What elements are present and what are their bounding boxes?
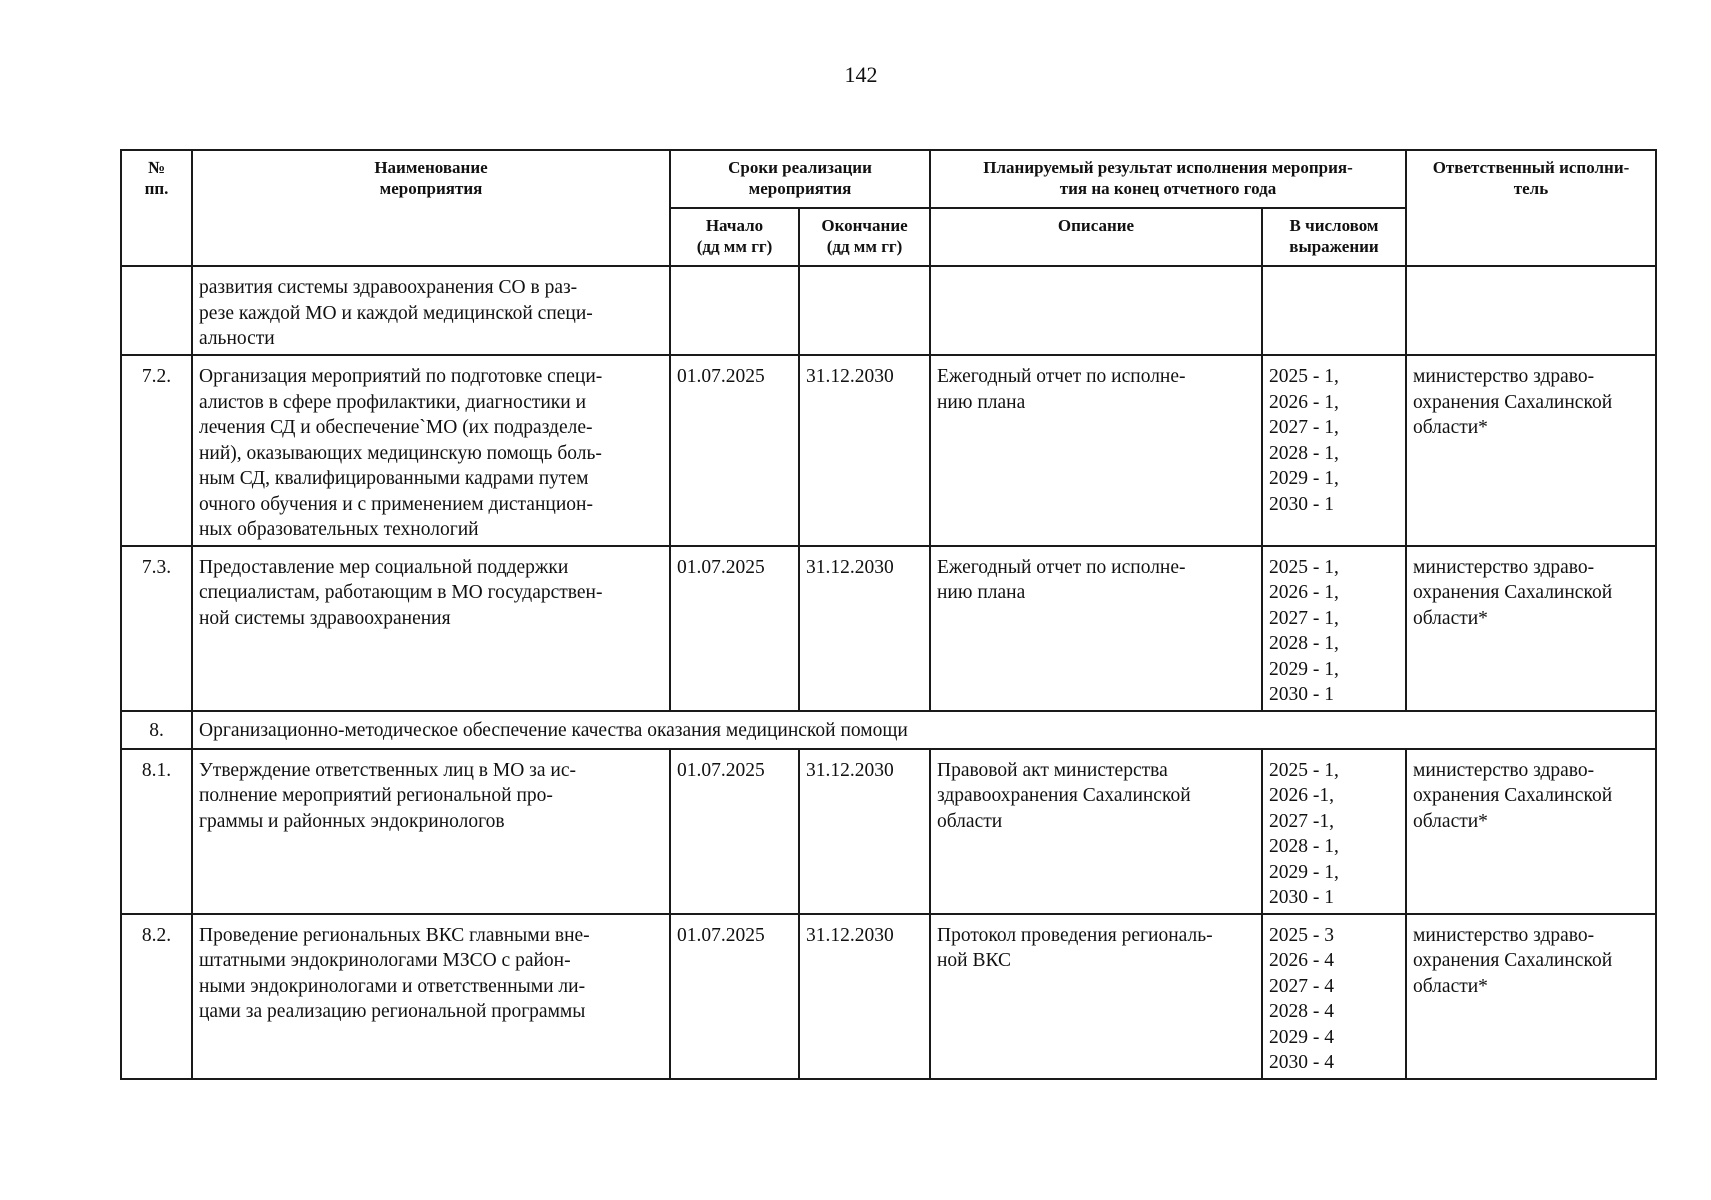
header-terms: Сроки реализации мероприятия — [670, 150, 930, 208]
row-number: 7.3. — [121, 546, 192, 711]
header-activity-name: Наименование мероприятия — [192, 150, 670, 266]
responsible-executor: министерство здраво- охранения Сахалинской области* — [1406, 355, 1656, 546]
header-description: Описание — [930, 208, 1262, 266]
end-date: 31.12.2030 — [799, 355, 930, 546]
activity-name: Проведение региональных ВКС главными вне- штатными эндокринологами МЗСО с район- ными эндокринологами и ответственными ли- цами за реализацию региональной программы — [192, 914, 670, 1079]
table-row — [121, 546, 1656, 711]
page-number: 142 — [844, 62, 878, 87]
start-date: 01.07.2025 — [670, 914, 799, 1079]
table-row — [121, 749, 1656, 914]
table-row — [121, 266, 1656, 355]
activity-name: Утверждение ответственных лиц в МО за ис- полнение мероприятий региональной про- граммы и районных эндокринологов — [192, 749, 670, 914]
result-description: Правовой акт министерства здравоохранения Сахалинской области — [930, 749, 1262, 914]
activity-name: Предоставление мер социальной поддержки специалистам, работающим в МО государствен- ной системы здравоохранения — [192, 546, 670, 711]
table-header-row — [121, 150, 1656, 208]
header-planned-result: Планируемый результат исполнения мероприя- тия на конец отчетного года — [930, 150, 1406, 208]
responsible-executor: министерство здраво- охранения Сахалинской области* — [1406, 914, 1656, 1079]
result-description: Ежегодный отчет по исполне- нию плана — [930, 546, 1262, 711]
section-title: Организационно-методическое обеспечение качества оказания медицинской помощи — [192, 711, 1656, 749]
result-description: Протокол проведения региональ- ной ВКС — [930, 914, 1262, 1079]
result-numeric: 2025 - 1, 2026 - 1, 2027 - 1, 2028 - 1, 2029 - 1, 2030 - 1 — [1262, 546, 1406, 711]
header-end: Окончание (дд мм гг) — [799, 208, 930, 266]
end-date: 31.12.2030 — [799, 914, 930, 1079]
result-numeric: 2025 - 1, 2026 -1, 2027 -1, 2028 - 1, 2029 - 1, 2030 - 1 — [1262, 749, 1406, 914]
row-number: 8.2. — [121, 914, 192, 1079]
row-number — [121, 266, 192, 355]
result-numeric — [1262, 266, 1406, 355]
result-description: Ежегодный отчет по исполне- нию плана — [930, 355, 1262, 546]
header-numeric: В числовом выражении — [1262, 208, 1406, 266]
end-date: 31.12.2030 — [799, 749, 930, 914]
start-date — [670, 266, 799, 355]
activities-table — [120, 149, 1657, 1080]
row-number: 8.1. — [121, 749, 192, 914]
start-date: 01.07.2025 — [670, 749, 799, 914]
table-row — [121, 355, 1656, 546]
table-row — [121, 914, 1656, 1079]
section-number: 8. — [121, 711, 192, 749]
responsible-executor — [1406, 266, 1656, 355]
result-numeric: 2025 - 3 2026 - 4 2027 - 4 2028 - 4 2029 - 4 2030 - 4 — [1262, 914, 1406, 1079]
end-date — [799, 266, 930, 355]
row-number: 7.2. — [121, 355, 192, 546]
responsible-executor: министерство здраво- охранения Сахалинской области* — [1406, 546, 1656, 711]
result-description — [930, 266, 1262, 355]
activity-name: развития системы здравоохранения СО в раз- резе каждой МО и каждой медицинской специ- альности — [192, 266, 670, 355]
start-date: 01.07.2025 — [670, 355, 799, 546]
header-start: Начало (дд мм гг) — [670, 208, 799, 266]
header-number: № пп. — [121, 150, 192, 266]
activity-name: Организация мероприятий по подготовке специ- алистов в сфере профилактики, диагностики и лечения СД и обеспечение`МО (их подразделе- ний), оказывающих медицинскую помощь боль- ным СД, квалифицированными кадрами путем очного обучения и с применением дистанцион- ных образовательных технологий — [192, 355, 670, 546]
section-row — [121, 711, 1656, 749]
start-date: 01.07.2025 — [670, 546, 799, 711]
result-numeric: 2025 - 1, 2026 - 1, 2027 - 1, 2028 - 1, 2029 - 1, 2030 - 1 — [1262, 355, 1406, 546]
responsible-executor: министерство здраво- охранения Сахалинской области* — [1406, 749, 1656, 914]
header-responsible: Ответственный исполни- тель — [1406, 150, 1656, 266]
end-date: 31.12.2030 — [799, 546, 930, 711]
